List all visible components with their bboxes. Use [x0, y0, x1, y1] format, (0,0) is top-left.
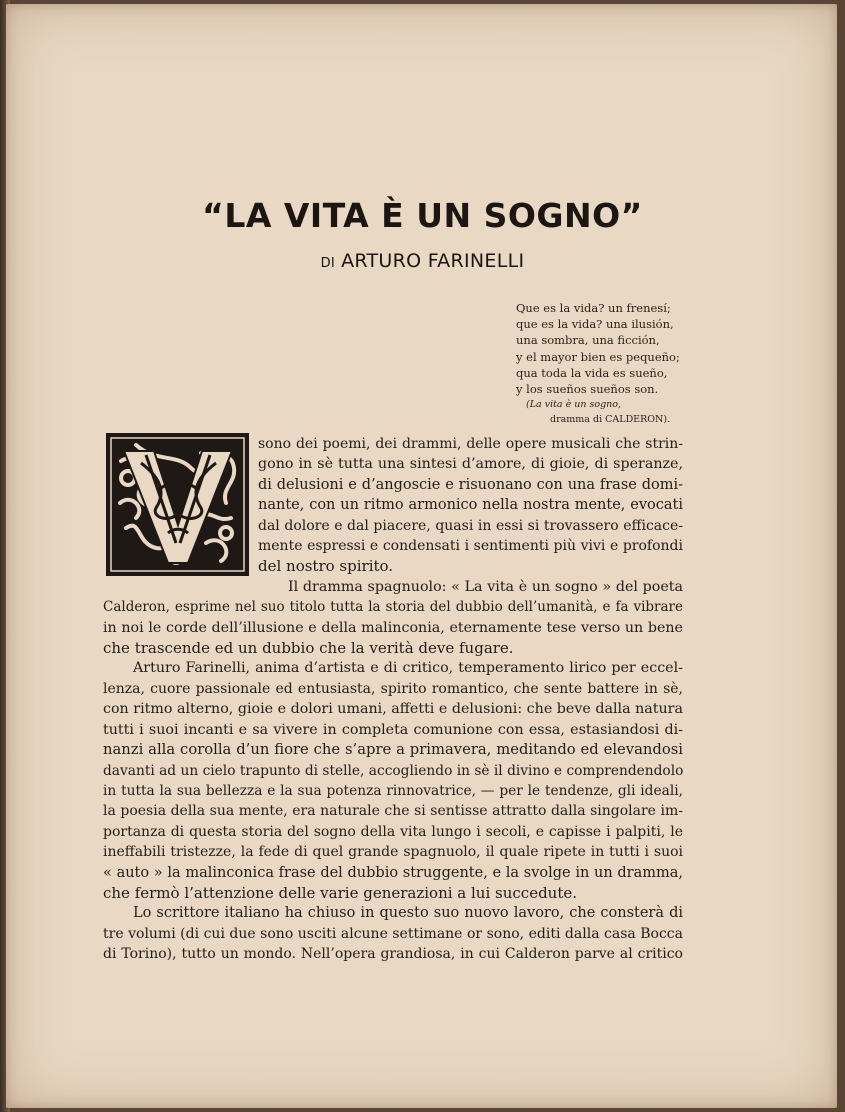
paragraph-line: tutti i suoi incanti e sa vivere in completa comunione con essa, estasiandosi di-	[103, 721, 683, 738]
epigraph-citation-author: dramma di CALDERON).	[550, 413, 671, 425]
paragraph-line: Il dramma spagnuolo: « La vita è un sogno » del poeta	[288, 578, 683, 595]
paragraph-line: di delusioni e d’angoscie e risuonano con una frase domi-	[258, 476, 683, 493]
author-line	[0, 250, 845, 272]
author-name: ARTURO FARINELLI	[341, 250, 525, 272]
paragraph-line: Calderon, esprime nel suo titolo tutta la storia del dubbio dell’umanità, e fa vibrare	[103, 599, 683, 616]
article-body	[103, 434, 683, 965]
paragraph-line: portanza di questa storia del sogno della vita lungo i secoli, e capisse i palpiti, le	[103, 823, 683, 840]
article-title: “LA VITA È UN SOGNO”	[202, 196, 643, 235]
paragraph-line: mente espressi e condensati i sentimenti più vivi e profondi	[258, 538, 683, 555]
epigraph-verse: que es la vida? una ilusión,	[516, 317, 674, 332]
paragraph-line: nanzi alla corolla d’un fiore che s’apre a primavera, meditando ed elevandosi	[103, 741, 683, 759]
paragraph-line: con ritmo alterno, gioie e dolori umani, affetti e delusioni: che beve dalla natura	[103, 701, 683, 718]
paragraph-line: Lo scrittore italiano ha chiuso in questo suo nuovo lavoro, che consterà di	[133, 905, 683, 922]
epigraph-verse: y los sueños sueños son.	[516, 382, 659, 397]
paragraph-line: nante, con un ritmo armonico nella nostra mente, evocati	[258, 497, 683, 514]
paragraph-line: di Torino), tutto un mondo. Nell’opera grandiosa, in cui Calderon parve al critico	[103, 946, 683, 963]
paragraph-line: tre volumi (di cui due sono usciti alcune settimane or sono, editi dalla casa Bocca	[103, 925, 683, 942]
paragraph-line: ineffabili tristezze, la fede di quel grande spagnuolo, il quale ripete in tutti i suoi	[103, 844, 683, 861]
paragraph-line: in tutta la sua bellezza e la sua potenza rinnovatrice, — per le tendenze, gli ideali,	[103, 782, 683, 799]
paragraph-line: sono dei poemi, dei drammi, delle opere musicali che strin-	[258, 436, 683, 452]
paragraph-line: che trascende ed un dubbio che la verità deve fugare.	[103, 639, 514, 658]
paragraph-line: in noi le corde dell’illusione e della malinconia, eternamente tese verso un bene	[103, 619, 683, 636]
epigraph	[516, 300, 696, 426]
paragraph-line: la poesia della sua mente, era naturale che si sentisse attratto dalla singolare im-	[103, 803, 683, 820]
epigraph-verse: qua toda la vida es sueño,	[516, 365, 668, 380]
paragraph-line: dal dolore e dal piacere, quasi in essi si trovassero efficace-	[258, 517, 683, 534]
paragraph-line: « auto » la malinconica frase del dubbio struggente, e la svolge in un dramma,	[103, 864, 683, 881]
paragraph-line: che fermò l’attenzione delle varie generazioni a lui succedute.	[103, 883, 578, 902]
epigraph-verse: y el mayor bien es pequeño;	[516, 349, 680, 364]
epigraph-verse: Que es la vida? un frenesí;	[516, 301, 671, 315]
author-prefix: DI	[320, 256, 336, 271]
epigraph-citation-title: (La vita è un sogno,	[526, 399, 622, 411]
paragraph-line: lenza, cuore passionale ed entusiasta, spirito romantico, che sente battere in sè,	[103, 680, 683, 697]
paragraph-line: Arturo Farinelli, anima d’artista e di critico, temperamento lirico per eccel-	[133, 660, 683, 677]
paragraph-line: gono in sè tutta una sintesi d’amore, di gioie, di speranze,	[258, 456, 683, 473]
paragraph-line: del nostro spirito.	[258, 557, 394, 576]
epigraph-verse: una sombra, una ficción,	[516, 333, 660, 348]
paragraph-line: davanti ad un cielo trapunto di stelle, accogliendo in sè il divino e comprendendolo	[103, 762, 684, 779]
